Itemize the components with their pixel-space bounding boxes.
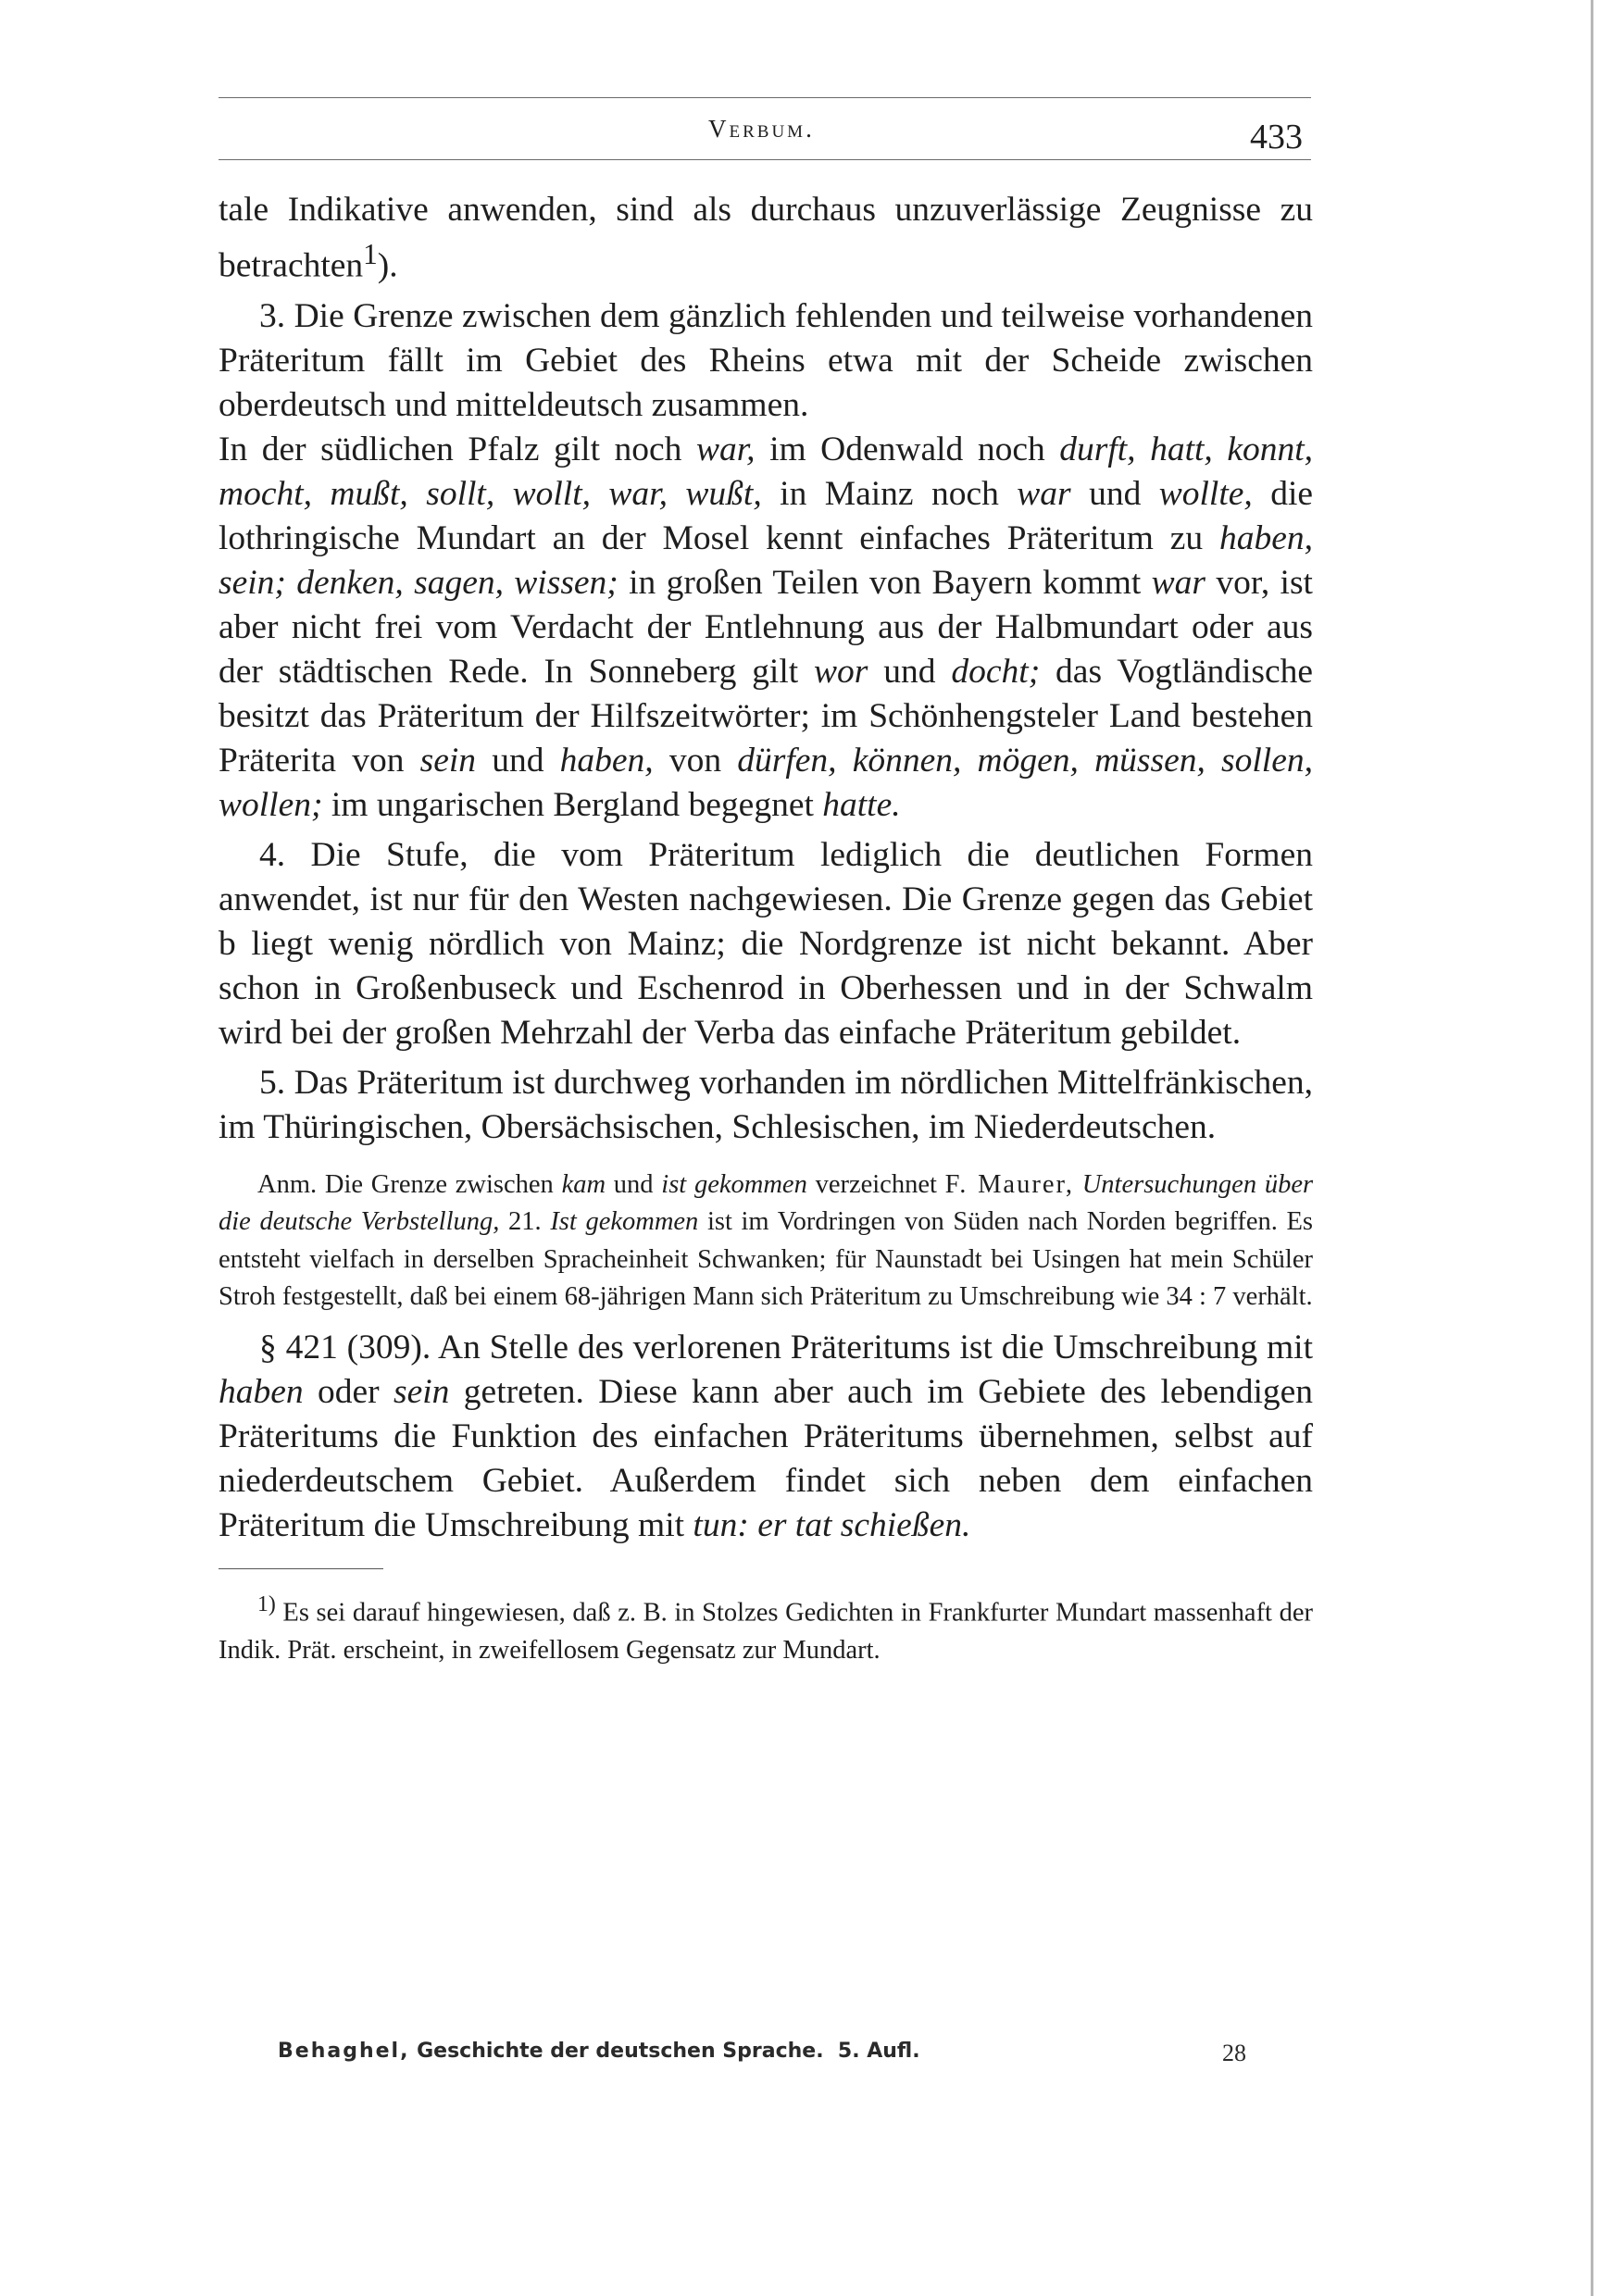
header-rule-top [219,97,1311,98]
footnote-ref[interactable]: 1 [363,238,378,270]
main-text [219,188,1313,1669]
page-number: 433 [1250,118,1303,156]
paragraph-3: 3. Die Grenze zwischen dem gänzlich fehlenden und teilweise vorhandenen Präteritum fällt im Gebiet des Rheins etwa mit der Scheide zwischen oberdeutsch und mitteldeutsch zusammen. In der südlichen Pfalz gilt noch war, im Odenwald noch durft, hatt, konnt, mocht, mußt, sollt, wollt, war, wußt, in Mainz noch war und wollte, die lothringische Mundart an der Mosel kennt einfaches Präteritum zu haben, sein; denken, sagen, wissen; in großen Teilen von Bayern kommt war vor, ist aber nicht frei vom Verdacht der Entlehnung aus der Halbmundart oder aus der städtischen Rede. In Sonneberg gilt wor und docht; das Vogtländische besitzt das Präteritum der Hilfszeitwörter; im Schönhengsteler Land bestehen Präterita von sein und haben, von dürfen, können, mögen, müssen, sollen, wollen; im ungarischen Bergland begegnet hatte. [219,296,1314,824]
paragraph-5: 5. Das Präteritum ist durchweg vorhanden im nördlichen Mittelfränkischen, im Thüringischen, Obersächsischen, Schlesischen, im Niederdeutschen. [219,1063,1313,1146]
signature-line [278,2040,1250,2066]
page-edge-shadow [1591,0,1593,2296]
running-head: Verbum. [708,115,815,143]
footer-title: Geschichte der deutschen Sprache. [417,2040,824,2063]
annotation: Anm. Die Grenze zwischen kam und ist gekommen verzeichnet F. Maurer, Untersuchungen über die deutsche Verbstellung, 21. Ist gekommen ist im Vordringen von Süden nach Norden begriffen. Es entsteht vielfach in derselben Spracheinheit Schwanken; für Naunstadt bei Usingen hat mein Schüler Stroh festgestellt, daß bei einem 68-jährigen Mann sich Präteritum zu Umschreibung wie 34 : 7 verhält. [219,1169,1314,1311]
paragraph-421: § 421 (309). An Stelle des verlorenen Präteritums ist die Umschreibung mit haben oder sein getreten. Diese kann aber auch im Gebiete des lebendigen Präteritums die Funktion des einfachen Präteritums übernehmen, selbst auf niederdeutschem Gebiet. Außerdem findet sich neben dem einfachen Präteritum die Umschreibung mit tun: er tat schießen. [219,1328,1314,1544]
paragraph-4: 4. Die Stufe, die vom Präteritum lediglich die deutlichen Formen anwendet, ist nur für den Westen nachgewiesen. Die Grenze gegen das Gebiet b liegt wenig nördlich von Mainz; die Nordgrenze ist nicht bekannt. Aber schon in Großenbuseck und Eschenrod in Oberhessen und in der Schwalm wird bei der großen Mehrzahl der Verba das einfache Präteritum gebildet. [219,835,1313,1052]
header-rule-bottom [219,159,1311,160]
footnote-marker: 1) [257,1591,276,1616]
footnote: $^{1)}$ Es sei darauf hingewiesen, daß z. B. in Stolzes Gedichten in Frankfurter Mundart massenhaft der Indik. Prät. erscheint, in zweifellosem Gegensatz zur Mundart. [219,1591,1313,1665]
paragraph-continued: tale Indikative anwenden, sind als durchaus unzuverlässige Zeugnisse zu betrachten$^1$). [219,191,1313,285]
footer-edition: 5. Aufl. [837,2040,920,2063]
sheet-number: 28 [1222,2040,1246,2066]
footnote-rule [219,1568,383,1569]
footer-author: Behaghel, [278,2040,410,2063]
